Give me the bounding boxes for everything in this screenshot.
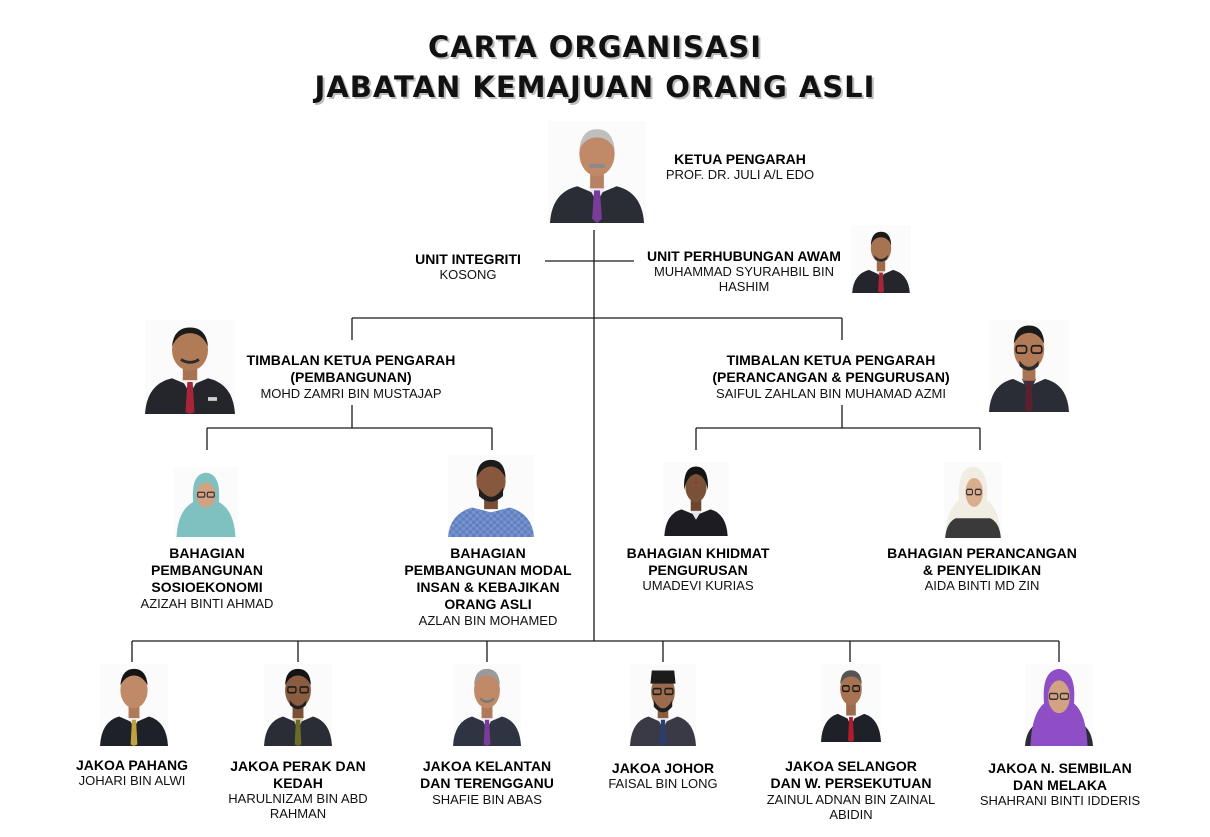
integrity-unit-title: UNIT INTEGRITI [415,251,521,267]
division-human-capital-photo [448,455,534,537]
division-planning-research-photo [944,462,1002,538]
division-planning-research-title-line1: BAHAGIAN PERANCANGAN [887,545,1077,561]
division-management-title-line1: BAHAGIAN KHIDMAT [626,545,770,561]
state-pahang-title-line1: JAKOA PAHANG [75,757,188,773]
state-perak-kedah-name-line1: HARULNIZAM BIN ABD [228,791,368,806]
division-management-title-line2: PENGURUSAN [648,562,748,578]
deputy-development-photo [145,320,235,414]
division-socioeconomic-name: AZIZAH BINTI AHMAD [140,596,274,611]
state-pahang-name-line1: JOHARI BIN ALWI [78,773,186,788]
division-planning-research-title-line2: & PENYELIDIKAN [922,562,1042,578]
deputy-development-title-line2: (PEMBANGUNAN) [290,369,412,385]
state-perak-kedah-title-line2: KEDAH [273,775,323,791]
state-selangor-wp-name-line1: ZAINUL ADNAN BIN ZAINAL [766,792,936,807]
state-kelantan-terengganu-title-line1: JAKOA KELANTAN [422,758,552,774]
public-relations-unit-name-line2: HASHIM [718,279,770,294]
division-human-capital-title-line3: INSAN & KEBAJIKAN [416,579,560,595]
public-relations-unit-title: UNIT PERHUBUNGAN AWAM [647,248,841,264]
state-johor-name-line1: FAISAL BIN LONG [608,776,718,791]
chart-title-line2: JABATAN KEMAJUAN ORANG ASLI [314,70,876,104]
state-nsembilan-melaka-name-line1: SHAHRANI BINTI IDDERIS [979,793,1141,808]
deputy-planning-title-line2: (PERANCANGAN & PENGURUSAN) [712,369,950,385]
state-johor-photo [630,664,696,746]
integrity-unit-name: KOSONG [439,267,497,282]
state-selangor-wp-name-line2: ABIDIN [829,807,873,822]
state-kelantan-terengganu-photo [453,664,521,746]
state-selangor-wp-photo [821,664,881,742]
division-management-photo [663,462,729,536]
state-kelantan-terengganu-title-line2: DAN TERENGGANU [420,775,554,791]
state-kelantan-terengganu-name-line1: SHAFIE BIN ABAS [432,792,542,807]
director-general-photo [548,121,646,223]
division-human-capital-title-line4: ORANG ASLI [444,596,532,612]
state-nsembilan-melaka-title-line2: DAN MELAKA [1012,777,1108,793]
division-socioeconomic-title-line1: BAHAGIAN [169,545,245,561]
division-human-capital-name: AZLAN BIN MOHAMED [418,613,558,628]
director-general-name: PROF. DR. JULI A/L EDO [665,167,815,182]
state-perak-kedah-name-line2: RAHMAN [269,806,327,821]
director-general-title: KETUA PENGARAH [674,151,806,167]
division-planning-research-name: AIDA BINTI MD ZIN [924,578,1040,593]
chart-title-line1: CARTA ORGANISASI [427,30,763,64]
state-selangor-wp-title-line1: JAKOA SELANGOR [785,758,917,774]
state-nsembilan-melaka-title-line1: JAKOA N. SEMBILAN [988,760,1132,776]
state-nsembilan-melaka-photo [1025,664,1093,746]
division-socioeconomic-title-line2: PEMBANGUNAN [151,562,263,578]
state-pahang-photo [100,664,168,746]
deputy-planning-photo [989,320,1069,412]
deputy-planning-title-line1: TIMBALAN KETUA PENGARAH [726,352,936,368]
division-socioeconomic-photo [174,467,238,537]
division-management-name: UMADEVI KURIAS [642,578,754,593]
state-selangor-wp-title-line2: DAN W. PERSEKUTUAN [770,775,932,791]
deputy-planning-name: SAIFUL ZAHLAN BIN MUHAMAD AZMI [716,386,946,401]
deputy-development-title-line1: TIMBALAN KETUA PENGARAH [246,352,456,368]
division-human-capital-title-line2: PEMBANGUNAN MODAL [404,562,572,578]
state-johor-title-line1: JAKOA JOHOR [611,760,715,776]
division-socioeconomic-title-line3: SOSIOEKONOMI [151,579,263,595]
public-relations-unit-name-line1: MUHAMMAD SYURAHBIL BIN [653,264,835,279]
deputy-development-name: MOHD ZAMRI BIN MUSTAJAP [260,386,442,401]
state-perak-kedah-title-line1: JAKOA PERAK DAN [230,758,366,774]
state-perak-kedah-photo [264,664,332,746]
public-relations-unit-photo [851,225,911,293]
division-human-capital-title-line1: BAHAGIAN [450,545,526,561]
